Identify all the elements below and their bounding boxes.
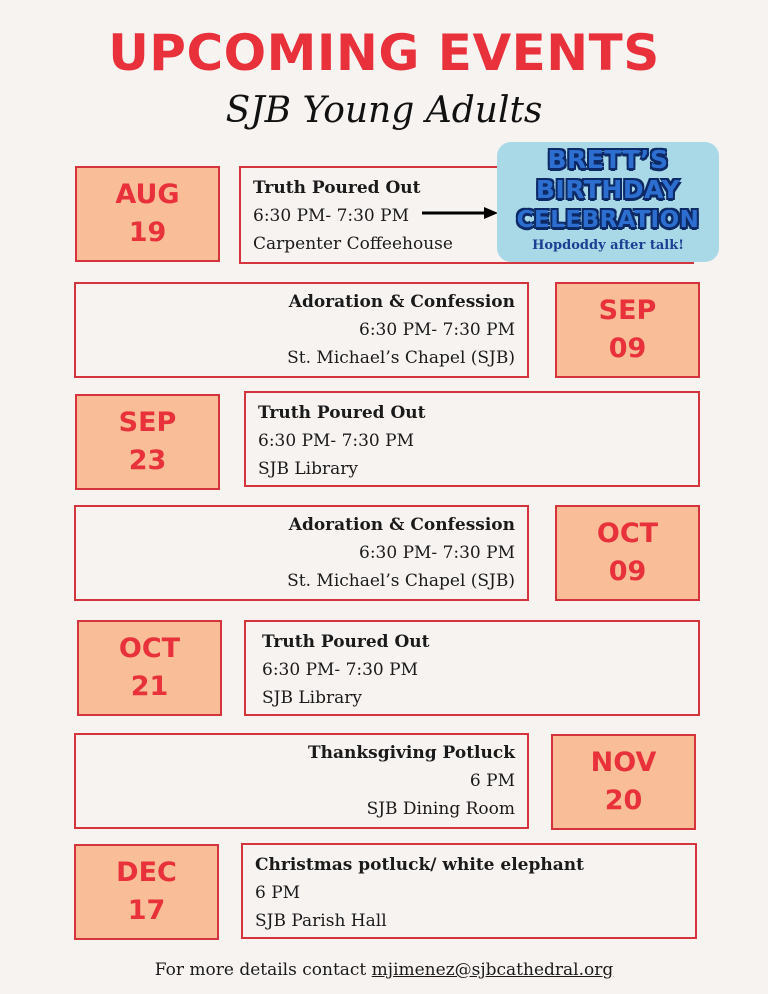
event-title: Truth Poured Out: [262, 632, 430, 652]
event-time: 6:30 PM- 7:30 PM: [359, 543, 515, 563]
event-date-sep-23: [75, 394, 220, 490]
event-location: SJB Library: [258, 459, 358, 479]
event-details-oct-09: [74, 505, 529, 601]
page-subtitle: SJB Young Adults: [225, 90, 543, 131]
contact-email-link[interactable]: mjimenez@sjbcathedral.org: [371, 960, 614, 980]
event-details-nov-20: [74, 733, 529, 829]
event-month: SEP: [118, 407, 177, 438]
event-location: Carpenter Coffeehouse: [253, 234, 453, 254]
event-day: 23: [128, 445, 167, 476]
event-date-oct-09: [555, 505, 700, 601]
event-details-sep-23: [244, 391, 700, 487]
event-date-sep-09: [555, 282, 700, 378]
event-day: 09: [608, 333, 647, 364]
event-location: St. Michael’s Chapel (SJB): [287, 348, 515, 368]
event-title: Truth Poured Out: [253, 178, 421, 198]
event-date-oct-21: [77, 620, 222, 716]
event-month: AUG: [115, 179, 180, 210]
event-time: 6 PM: [255, 883, 301, 903]
event-time: 6:30 PM- 7:30 PM: [253, 206, 409, 226]
sticker-line-1: BRETT’S: [547, 145, 669, 174]
event-date-aug-19: [75, 166, 220, 262]
event-details-dec-17: [241, 843, 697, 939]
event-month: DEC: [116, 857, 177, 888]
event-details-sep-09: [74, 282, 529, 378]
event-title: Thanksgiving Potluck: [307, 743, 515, 763]
event-time: 6:30 PM- 7:30 PM: [262, 660, 418, 680]
footer-text: For more details contact: [154, 960, 367, 980]
event-time: 6 PM: [469, 771, 515, 791]
birthday-sticker: [497, 142, 719, 262]
event-month: OCT: [118, 633, 181, 664]
page-title: UPCOMING EVENTS: [108, 24, 660, 82]
event-details-oct-21: [244, 620, 700, 716]
event-time: 6:30 PM- 7:30 PM: [359, 320, 515, 340]
event-day: 20: [604, 785, 643, 816]
sticker-line-3: CELEBRATION: [516, 207, 700, 233]
event-month: OCT: [596, 518, 659, 549]
event-date-nov-20: [551, 734, 696, 830]
arrow-right-icon: [422, 206, 498, 220]
event-title: Christmas potluck/ white elephant: [255, 855, 584, 875]
event-location: St. Michael’s Chapel (SJB): [287, 571, 515, 591]
event-time: 6:30 PM- 7:30 PM: [258, 431, 414, 451]
event-date-dec-17: [74, 844, 219, 940]
event-location: SJB Parish Hall: [255, 911, 387, 931]
sticker-subtext: Hopdoddy after talk!: [532, 238, 684, 253]
sticker-line-2: BIRTHDAY: [535, 175, 681, 204]
event-title: Adoration & Confession: [288, 292, 515, 312]
event-day: 17: [127, 895, 166, 926]
contact-footer: [0, 960, 768, 980]
event-month: NOV: [590, 747, 657, 778]
event-location: SJB Library: [262, 688, 362, 708]
event-title: Truth Poured Out: [258, 403, 426, 423]
event-day: 19: [128, 217, 167, 248]
event-location: SJB Dining Room: [366, 799, 515, 819]
event-month: SEP: [598, 295, 657, 326]
event-day: 09: [608, 556, 647, 587]
event-title: Adoration & Confession: [288, 515, 515, 535]
event-day: 21: [130, 671, 169, 702]
